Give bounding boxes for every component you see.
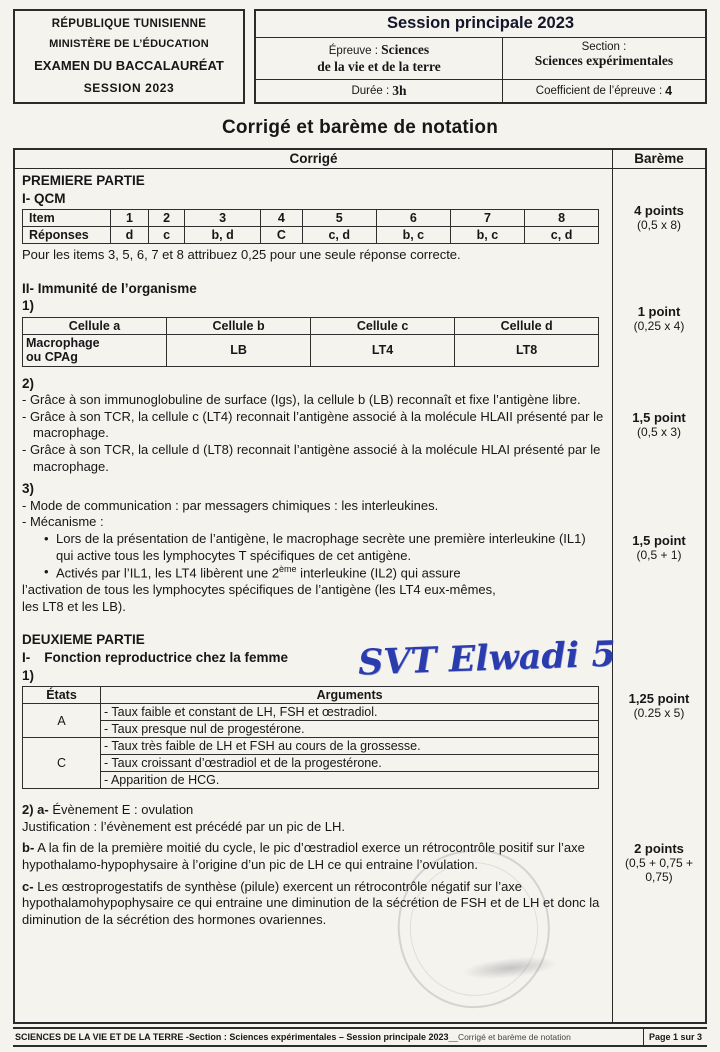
epreuve-label: Épreuve : <box>328 45 382 57</box>
mecanisme-bullet-2 <box>22 564 605 582</box>
qcm-answer-row <box>23 227 599 244</box>
bareme-qcm <box>612 169 705 266</box>
bareme-immunite-1 <box>612 266 705 372</box>
section-cell <box>503 38 705 79</box>
immunite-q2-item: - Grâce à son TCR, la cellule c (LT4) reconnait l’antigène associé à la molécule HLAII présenté par le macrophage. <box>22 408 604 441</box>
cellule-header: Cellule c <box>311 317 455 334</box>
cellule-header: Cellule b <box>167 317 311 334</box>
macrophage-line1: Macrophage <box>26 335 100 350</box>
immunite-q2-label: 2) <box>22 375 35 391</box>
ministry-line: MINISTÈRE DE L’ÉDUCATION <box>49 38 209 50</box>
cellule-header: Cellule a <box>23 317 167 334</box>
etats-header-row <box>23 687 599 704</box>
etat-a-argument: - Taux presque nul de progestérone. <box>101 721 599 738</box>
etats-table <box>22 686 599 789</box>
section-row-immunite-2 <box>15 372 705 478</box>
section-row-qcm <box>15 169 705 266</box>
cellule-header-row <box>23 317 599 334</box>
repro-q1-label: 1) <box>22 667 35 683</box>
qcm-answer-label: Réponses <box>23 227 111 244</box>
qcm-answer-cell: b, d <box>185 227 261 244</box>
bareme-detail: (0,5 + 1) <box>636 547 682 562</box>
cellule-table <box>22 317 599 367</box>
qcm-item-row <box>23 210 599 227</box>
section-value: Sciences expérimentales <box>534 53 674 68</box>
qcm-answer-cell: d <box>111 227 149 244</box>
qcm-item-cell: 3 <box>185 210 261 227</box>
qcm-table <box>22 209 599 244</box>
etat-a-argument: - Taux faible et constant de LH, FSH et œstradiol. <box>101 704 599 721</box>
institution-box <box>13 9 245 104</box>
bullet2-superscript: ème <box>279 564 297 575</box>
bareme-immunite-2 <box>612 372 705 478</box>
mecanisme-line: - Mécanisme : <box>22 514 104 530</box>
qcm-answer-cell: c, d <box>525 227 599 244</box>
repro-heading <box>22 649 605 667</box>
bareme-immunite-3 <box>612 477 705 617</box>
section-row-immunite-3 <box>15 477 705 617</box>
bareme-detail: (0,25 x 4) <box>633 319 685 334</box>
bareme-points: 1 point <box>637 304 681 320</box>
etat-c-row <box>23 755 599 772</box>
bullet2-pre: Activés par l’IL1, les LT4 libèrent une 2 <box>56 565 280 581</box>
grading-table <box>13 148 707 1024</box>
repro-heading-text: Fonction reproductrice chez la femme <box>44 650 289 666</box>
qcm-answer-cell: C <box>261 227 303 244</box>
republic-line: RÉPUBLIQUE TUNISIENNE <box>51 18 207 30</box>
bareme-repro-1 <box>612 617 705 794</box>
duree-value: 3h <box>392 83 407 98</box>
repro-q1-content <box>15 617 612 794</box>
qcm-item-cell: 7 <box>450 210 524 227</box>
immunite-q2-item: - Grâce à son TCR, la cellule d (LT8) reconnait l’antigène associé à la molécule HLAI présenté par le macrophage. <box>22 441 601 474</box>
cellule-value: LT4 <box>311 334 455 366</box>
exam-bottom-row <box>256 80 705 102</box>
etat-c-row <box>23 738 599 755</box>
q2c-text: Les œstroprogestatifs de synthèse (pilule) exercent un rétrocontrôle négatif sur l’axe hypothalamohypophysaire ce qui entraine une diminution de la sécrétion de FSH et de LH et donc la diminution de la sécrétion des hormones ovariennes. <box>22 878 600 927</box>
bareme-detail: (0,5 x 3) <box>636 424 681 439</box>
etats-column-header: États <box>23 687 101 704</box>
duree-cell <box>256 80 503 102</box>
section-row-repro-1 <box>15 617 705 794</box>
bareme-points: 1,5 point <box>632 409 686 425</box>
qcm-item-cell: 8 <box>525 210 599 227</box>
coefficient-label: Coefficient de l’épreuve : <box>535 85 663 97</box>
qcm-answer-cell: b, c <box>450 227 524 244</box>
bareme-column-header: Barème <box>612 150 705 168</box>
etat-c-argument: - Taux très faible de LH et FSH au cours de la grossesse. <box>101 738 599 755</box>
exam-mid-row <box>256 38 705 80</box>
macrophage-line2: ou CPAg <box>26 350 78 365</box>
cellule-header: Cellule d <box>455 317 599 334</box>
bareme-repro-2 <box>612 794 705 930</box>
epreuve-subject: Sciences <box>381 42 430 57</box>
part1-heading: PREMIERE PARTIE <box>22 173 145 188</box>
qcm-item-cell: 5 <box>302 210 376 227</box>
session-title: Session principale 2023 <box>256 11 705 38</box>
qcm-note: Pour les items 3, 5, 6, 7 et 8 attribuez 0,25 pour une seule réponse correcte. <box>22 247 461 263</box>
coefficient-cell <box>503 80 705 102</box>
immunite-q3-label: 3) <box>22 481 35 497</box>
mecanisme-bullet-1: • Lors de la présentation de l’antigène, le macrophage secrète une première interleukine (IL1) qui active tous les lymphocytes T spécifiques de cet antigène. <box>22 531 605 564</box>
part2-heading: DEUXIEME PARTIE <box>22 632 145 648</box>
q2c-prefix: c- <box>22 878 34 894</box>
section-row-repro-2 <box>15 794 705 930</box>
epreuve-subject-line2: de la vie et de la terre <box>317 59 441 74</box>
repro-q2a-line <box>22 802 605 819</box>
q2b-prefix: b- <box>22 840 35 856</box>
qcm-content <box>15 169 612 266</box>
cellule-value: LT8 <box>455 334 599 366</box>
cellule-value-row <box>23 334 599 366</box>
immunite-heading: II- Immunité de l’organisme <box>22 280 197 296</box>
etat-c-row <box>23 772 599 789</box>
etat-c-argument: - Apparition de HCG. <box>101 772 599 789</box>
qcm-item-label: Item <box>23 210 111 227</box>
q2a-text: Évènement E : ovulation <box>52 802 194 818</box>
mode-communication-line: - Mode de communication : par messagers chimiques : les interleukines. <box>22 497 439 513</box>
qcm-item-cell: 1 <box>111 210 149 227</box>
footer-subtitle-text: __Corrigé et barème de notation <box>448 1032 571 1042</box>
arguments-column-header: Arguments <box>101 687 599 704</box>
bareme-detail: (0,5 x 8) <box>636 217 681 232</box>
bareme-detail: (0,5 + 0,75 + 0,75) <box>624 855 694 884</box>
qcm-answer-cell: c <box>149 227 185 244</box>
q2b-text: A la fin de la première moitié du cycle, le pic d’œstradiol exerce un rétrocontrôle positif sur l’axe hypothalamo-hypophysaire à l’origine d’un pic de LH ce qui entraine l’ovulation. <box>22 840 585 872</box>
bareme-points: 2 points <box>634 840 684 856</box>
footer-main-text: SCIENCES DE LA VIE ET DE LA TERRE -Section : Sciences expérimentales – Session principale 2023 <box>15 1032 449 1042</box>
etat-a-row <box>23 704 599 721</box>
repro-q2a-justification: Justification : l’évènement est précédé par un pic de LH. <box>22 818 346 834</box>
qcm-heading: I- QCM <box>22 190 66 206</box>
immunite-q1-content <box>15 266 612 372</box>
bullet2-post: interleukine (IL2) qui assure <box>296 565 461 581</box>
document-header <box>13 9 707 104</box>
section-row-filler <box>15 931 705 1023</box>
section-row-immunite-1 <box>15 266 705 372</box>
bareme-points: 1,25 point <box>628 691 690 707</box>
session-line: SESSION 2023 <box>83 81 175 95</box>
exam-name-line: EXAMEN DU BACCALAURÉAT <box>34 58 224 73</box>
mecanisme-continuation: les LT8 et les LB). <box>22 598 126 614</box>
etat-a-row <box>23 721 599 738</box>
epreuve-line1 <box>260 41 498 59</box>
qcm-item-cell: 2 <box>149 210 185 227</box>
page-number: Page 1 sur 3 <box>643 1029 707 1045</box>
qcm-answer-cell: c, d <box>302 227 376 244</box>
coefficient-value: 4 <box>665 84 673 98</box>
filler-bareme <box>612 931 705 1023</box>
immunite-q2-content <box>15 372 612 478</box>
qcm-item-cell: 4 <box>261 210 303 227</box>
etat-c-argument: - Taux croissant d’œstradiol et de la progestérone. <box>101 755 599 772</box>
epreuve-cell <box>256 38 503 79</box>
watermark-text: SVT Elwadi 5 <box>357 633 617 684</box>
section-label: Section : <box>581 41 627 53</box>
exam-info-box <box>254 9 707 104</box>
etat-c-cell: C <box>23 738 101 789</box>
immunite-q1-label: 1) <box>22 298 35 314</box>
corrige-column-header: Corrigé <box>289 151 338 166</box>
repro-heading-num: I- <box>22 650 31 666</box>
q2a-prefix: 2) a- <box>22 802 49 818</box>
footer-text <box>13 1029 643 1045</box>
qcm-answer-cell: b, c <box>376 227 450 244</box>
immunite-q2-item: - Grâce à son immunoglobuline de surface (Igs), la cellule b (LB) reconnaît et fixe l’antigène libre. <box>22 392 581 408</box>
bareme-points: 1,5 point <box>632 532 686 548</box>
bareme-points: 4 points <box>634 202 684 218</box>
cellule-value: LB <box>167 334 311 366</box>
page-title: Corrigé et barème de notation <box>221 117 499 138</box>
page-footer <box>13 1027 707 1047</box>
cellule-macrophage <box>23 334 167 366</box>
immunite-q3-content <box>15 477 612 617</box>
etat-a-cell: A <box>23 704 101 738</box>
duree-label: Durée : <box>351 85 390 97</box>
bareme-detail: (0.25 x 5) <box>633 706 685 721</box>
mecanisme-continuation: l’activation de tous les lymphocytes spécifiques de l’antigène (les LT4 eux-mêmes, <box>22 582 496 598</box>
qcm-item-cell: 6 <box>376 210 450 227</box>
grading-table-header <box>15 150 705 169</box>
